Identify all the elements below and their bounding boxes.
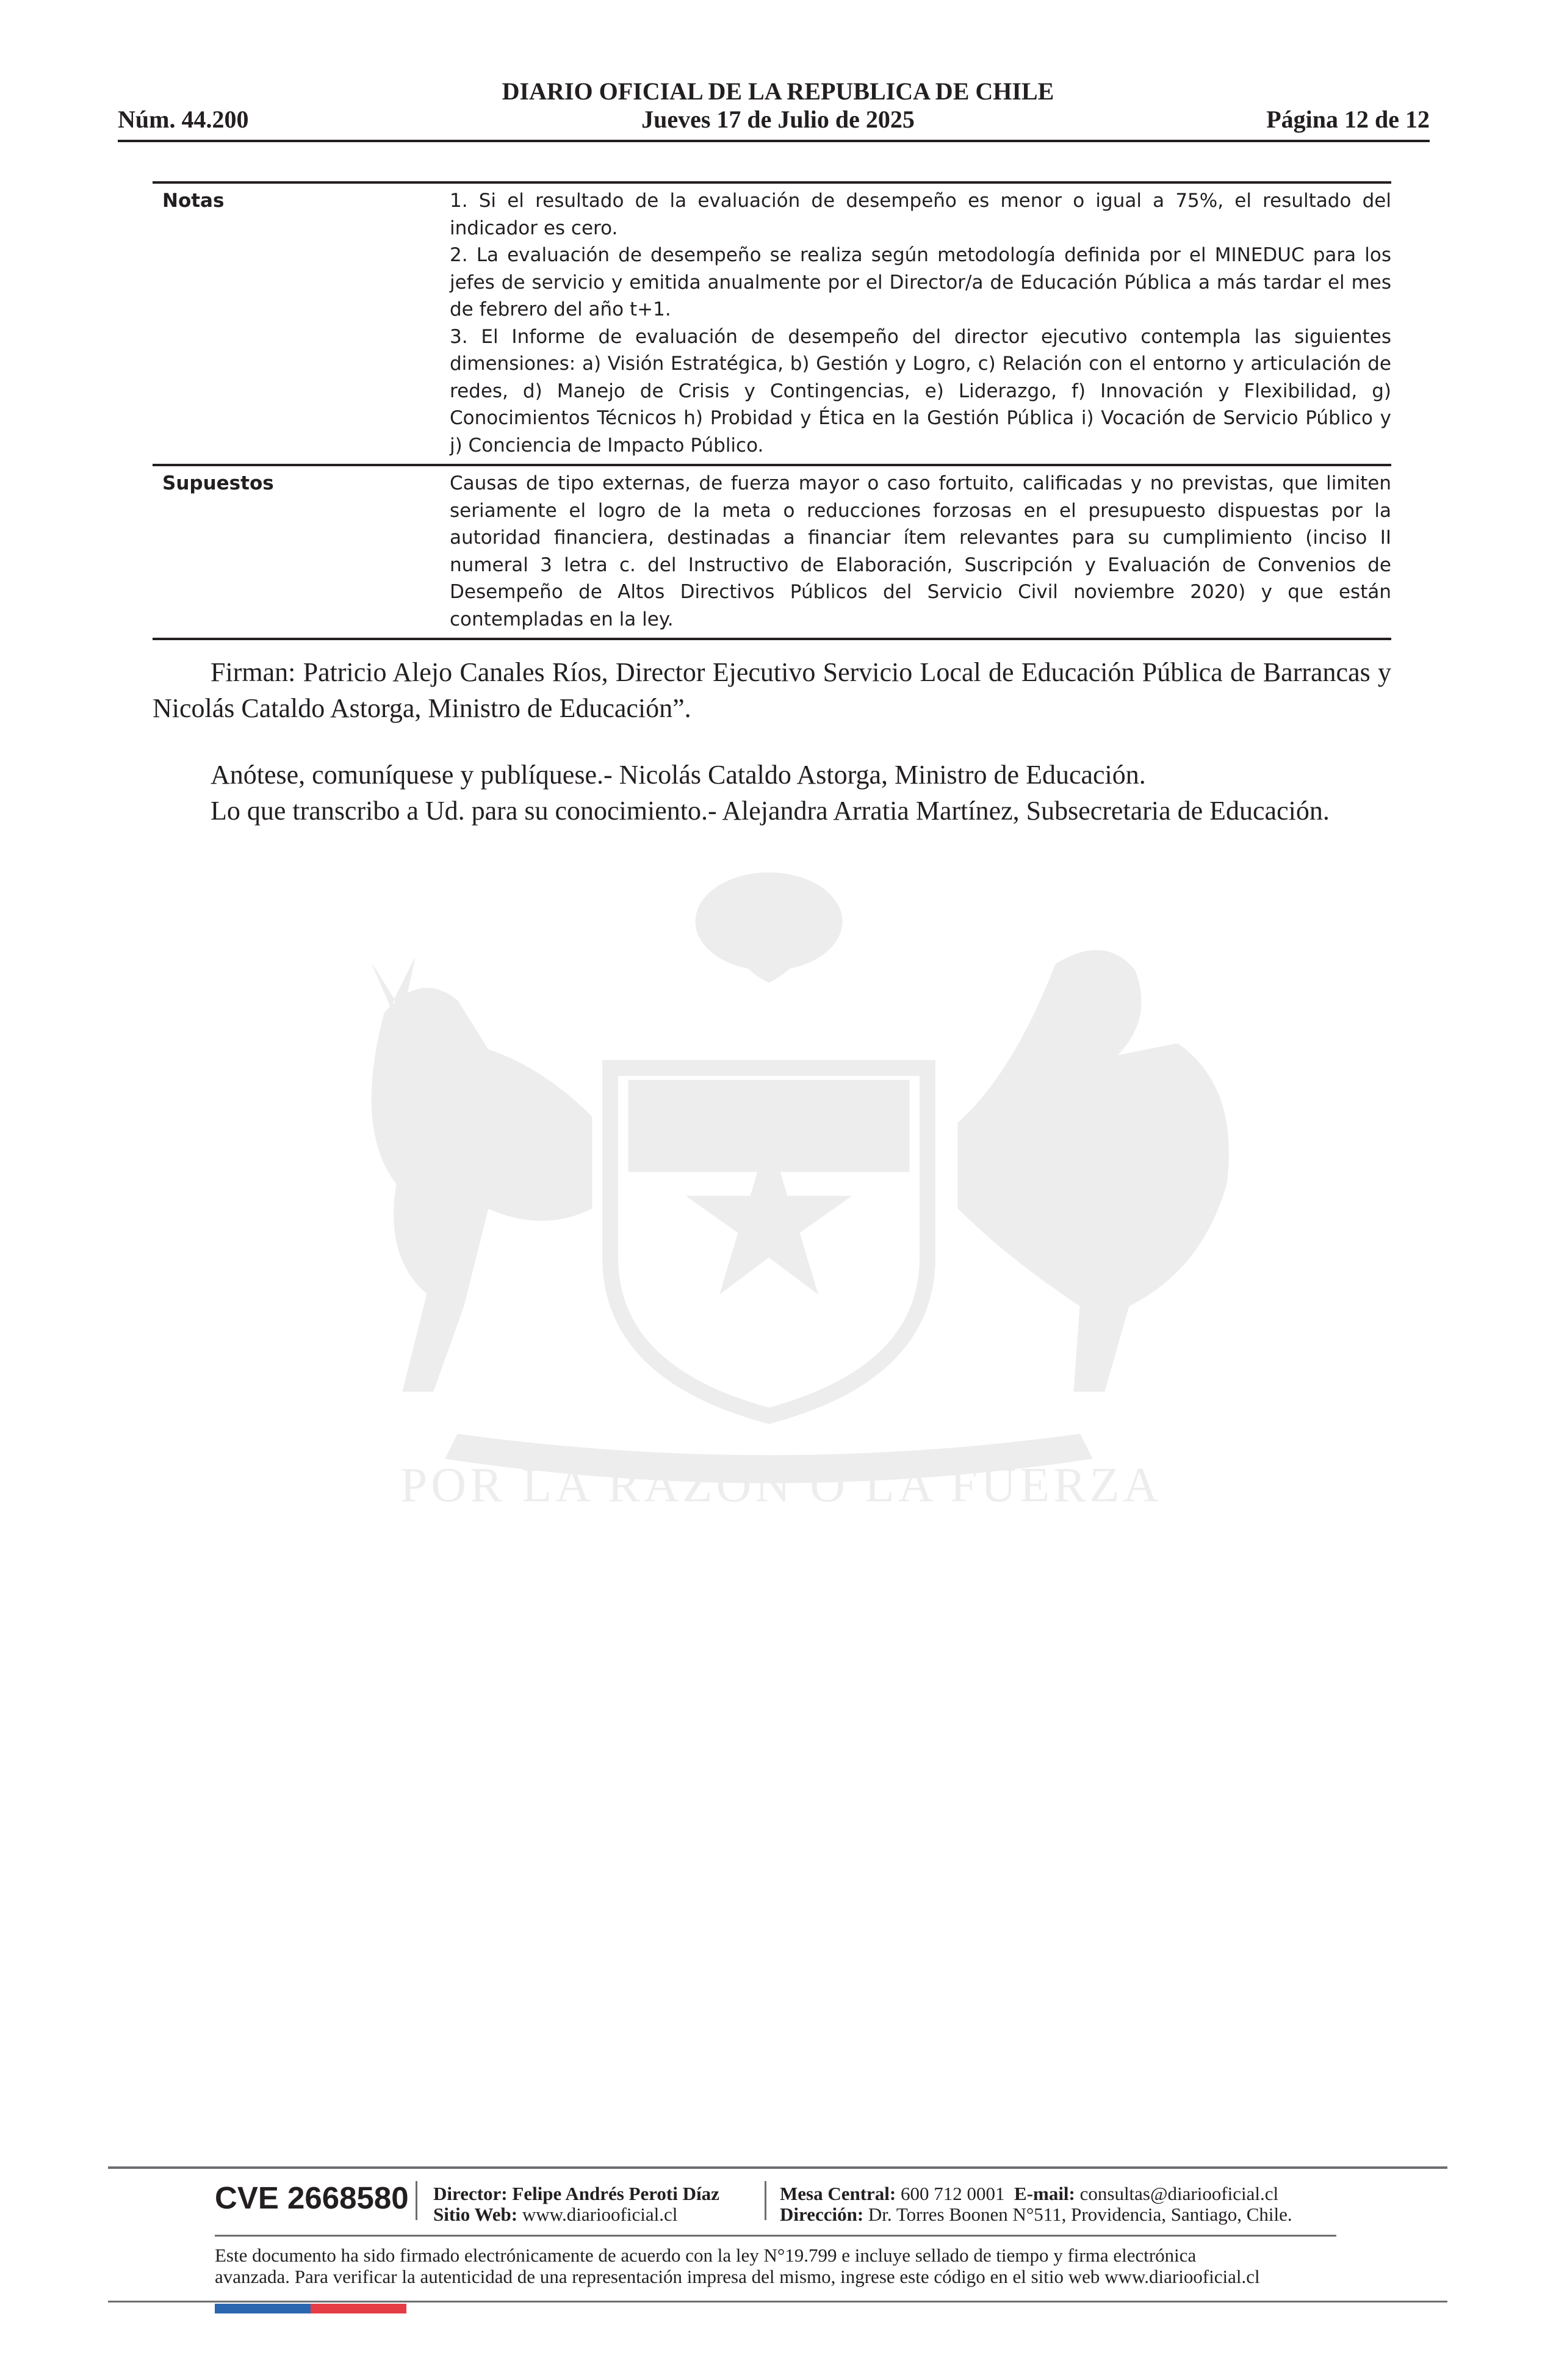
row-label-supuestos: Supuestos xyxy=(162,472,274,494)
supuestos-content: Causas de tipo externas, de fuerza mayor o caso fortuito, calificadas y no previstas, que limiten seriamente el logro de la meta o reducciones forzosas en el presupuesto dispuestas por la autoridad financiera, destinadas a financiar ítem relevantes para su cumplimiento (inciso II numeral 3 letra c. del Instructivo de Elaboración, Suscripción y Evaluación de Convenios de Desempeño de Altos Directivos Públicos del Servicio Civil noviembre 2020) y que están contempladas en la ley. xyxy=(450,472,1391,630)
footer-divider-top xyxy=(108,2166,1447,2169)
coat-of-arms-motto: POR LA RAZON O LA FUERZA xyxy=(400,1459,1162,1512)
header-divider xyxy=(118,140,1430,142)
nota-2: 2. La evaluación de desempeño se realiza según metodología definida por el MINEDUC para los jefes de servicio y emitida anualmente por el Director/a de Educación Pública a más tardar el mes de febrero del año t+1. xyxy=(450,244,1391,320)
closing-block xyxy=(153,757,1391,829)
issue-number: Núm. 44.200 xyxy=(118,106,249,133)
coat-of-arms-watermark xyxy=(201,867,1361,1544)
legal-line: avanzada. Para verificar la autenticidad de una representación impresa del mismo, ingrese este código en el sitio web www.diariooficial.cl xyxy=(215,2266,1260,2287)
address-text: Dr. Torres Boonen N°511, Providencia, Santiago, Chile. xyxy=(868,2204,1292,2225)
issue-date: Jueves 17 de Julio de 2025 xyxy=(641,106,915,133)
row-label-notas: Notas xyxy=(162,190,225,212)
footer-divider-bottom xyxy=(108,2301,1447,2302)
website-label: Sitio Web: xyxy=(433,2204,518,2225)
address-label: Dirección: xyxy=(780,2204,864,2225)
phone-label: Mesa Central: xyxy=(780,2183,896,2204)
notas-content xyxy=(450,184,1391,464)
footer-separator xyxy=(416,2181,417,2220)
signatories-paragraph: Firman: Patricio Alejo Canales Ríos, Director Ejecutivo Servicio Local de Educación Pública de Barrancas y Nicolás Cataldo Astorga, Ministro de Educación”. xyxy=(153,657,1391,723)
director-label: Director: xyxy=(433,2183,508,2204)
cve-code: CVE 2668580 xyxy=(215,2180,409,2215)
legal-notice xyxy=(215,2245,1374,2287)
phone-number: 600 712 0001 xyxy=(901,2183,1005,2204)
email-label: E-mail: xyxy=(1014,2183,1075,2204)
footer-contact-block xyxy=(780,2183,1292,2225)
email-link[interactable]: consultas@diariooficial.cl xyxy=(1079,2183,1279,2204)
closing-formula: Anótese, comuníquese y publíquese.- Nicolás Cataldo Astorga, Ministro de Educación. xyxy=(211,760,1146,790)
nota-1: 1. Si el resultado de la evaluación de desempeño es menor o igual a 75%, el resultado del indicador es cero. xyxy=(450,190,1391,239)
table-row xyxy=(153,184,1391,464)
indicator-table xyxy=(153,181,1391,640)
nota-3: 3. El Informe de evaluación de desempeño del director ejecutivo contempla las siguientes dimensiones: a) Visión Estratégica, b) Gestión y Logro, c) Relación con el entorno y articulación de redes, d) Manejo de Crisis y Contingencias, e) Liderazgo, f) Innovación y Flexibilidad, g) Conocimientos Técnicos h) Probidad y Ética en la Gestión Pública i) Vocación de Servicio Público y j) Conciencia de Impacto Público. xyxy=(450,325,1391,456)
flag-stripe-red xyxy=(311,2304,406,2313)
transcription-line: Lo que transcribo a Ud. para su conocimiento.- Alejandra Arratia Martínez, Subsecretaria de Educación. xyxy=(211,796,1330,826)
page-number: Página 12 de 12 xyxy=(1266,106,1430,133)
legal-line: Este documento ha sido firmado electrónicamente de acuerdo con la ley N°19.799 e incluye sellado de tiempo y firma electrónica xyxy=(215,2245,1197,2266)
gazette-title: DIARIO OFICIAL DE LA REPUBLICA DE CHILE xyxy=(502,78,1054,105)
footer-divider-mid xyxy=(215,2235,1336,2237)
flag-stripe-blue xyxy=(215,2304,311,2313)
website-link[interactable]: www.diariooficial.cl xyxy=(522,2204,678,2225)
footer-separator xyxy=(765,2181,766,2220)
footer-director-block xyxy=(433,2183,719,2225)
table-row xyxy=(153,464,1391,638)
director-name: Felipe Andrés Peroti Díaz xyxy=(512,2183,719,2204)
